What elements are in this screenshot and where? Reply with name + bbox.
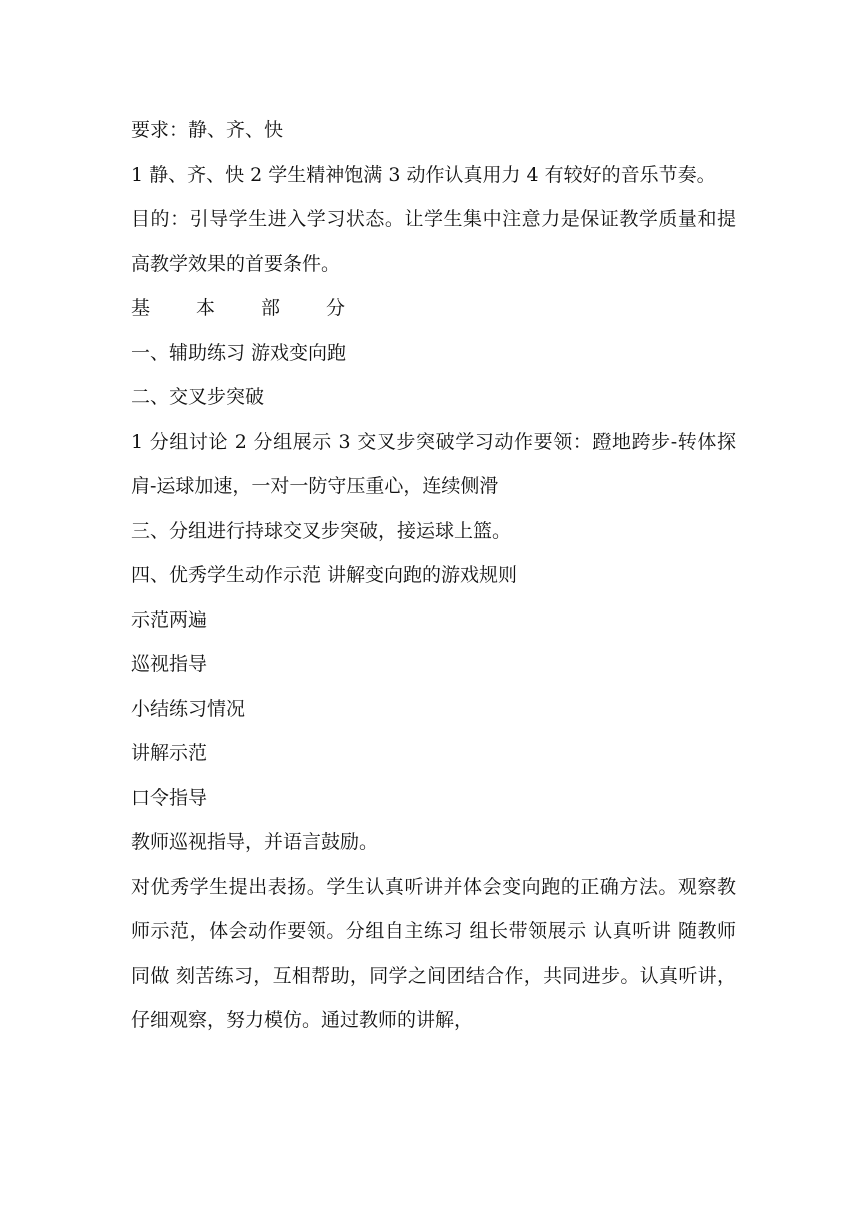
document-body [131,108,736,1043]
teacher-note-encourage: 教师巡视指导，并语言鼓励。 [131,831,379,853]
item-one: 一、辅助练习 游戏变向跑 [131,341,347,364]
teacher-note-patrol: 巡视指导 [131,653,208,675]
requirement-line: 要求：静、齐、快 [131,119,284,141]
item-four: 四、优秀学生动作示范 讲解变向跑的游戏规则 [131,564,518,586]
item-three: 三、分组进行持球交叉步突破，接运球上篮。 [131,519,512,542]
teacher-note-command: 口令指导 [131,786,208,809]
heading-char: 分 [326,297,346,319]
requirement-items: 1 静、齐、快 2 学生精神饱满 3 动作认真用力 4 有较好的音乐节奏。 [131,163,716,186]
item-two: 二、交叉步突破 [131,386,265,408]
teacher-note-summary: 小结练习情况 [131,697,246,720]
heading-char: 部 [261,297,281,319]
purpose-paragraph: 目的：引导学生进入学习状态。让学生集中注意力是保证教学质量和提高教学效果的首要条件。 [131,208,736,275]
teacher-note-explain-demo: 讲解示范 [131,742,208,764]
student-activity-paragraph: 对优秀学生提出表扬。学生认真听讲并体会变向跑的正确方法。观察教师示范，体会动作要领。分组自主练习 组长带领展示 认真听讲 随教师同做 刻苦练习，互相帮助，同学之间团结合作，共同进步。认真听讲，仔细观察，努力模仿。通过教师的讲解， [131,875,736,1031]
heading-char: 基 [131,297,151,319]
heading-char: 本 [196,297,216,319]
crossover-steps-paragraph: 1 分组讨论 2 分组展示 3 交叉步突破学习动作要领：蹬地跨步-转体探肩-运球加速，一对一防守压重心，连续侧滑 [131,430,736,497]
section-heading-basic-part [131,286,736,331]
teacher-note-demo-twice: 示范两遍 [131,608,208,631]
